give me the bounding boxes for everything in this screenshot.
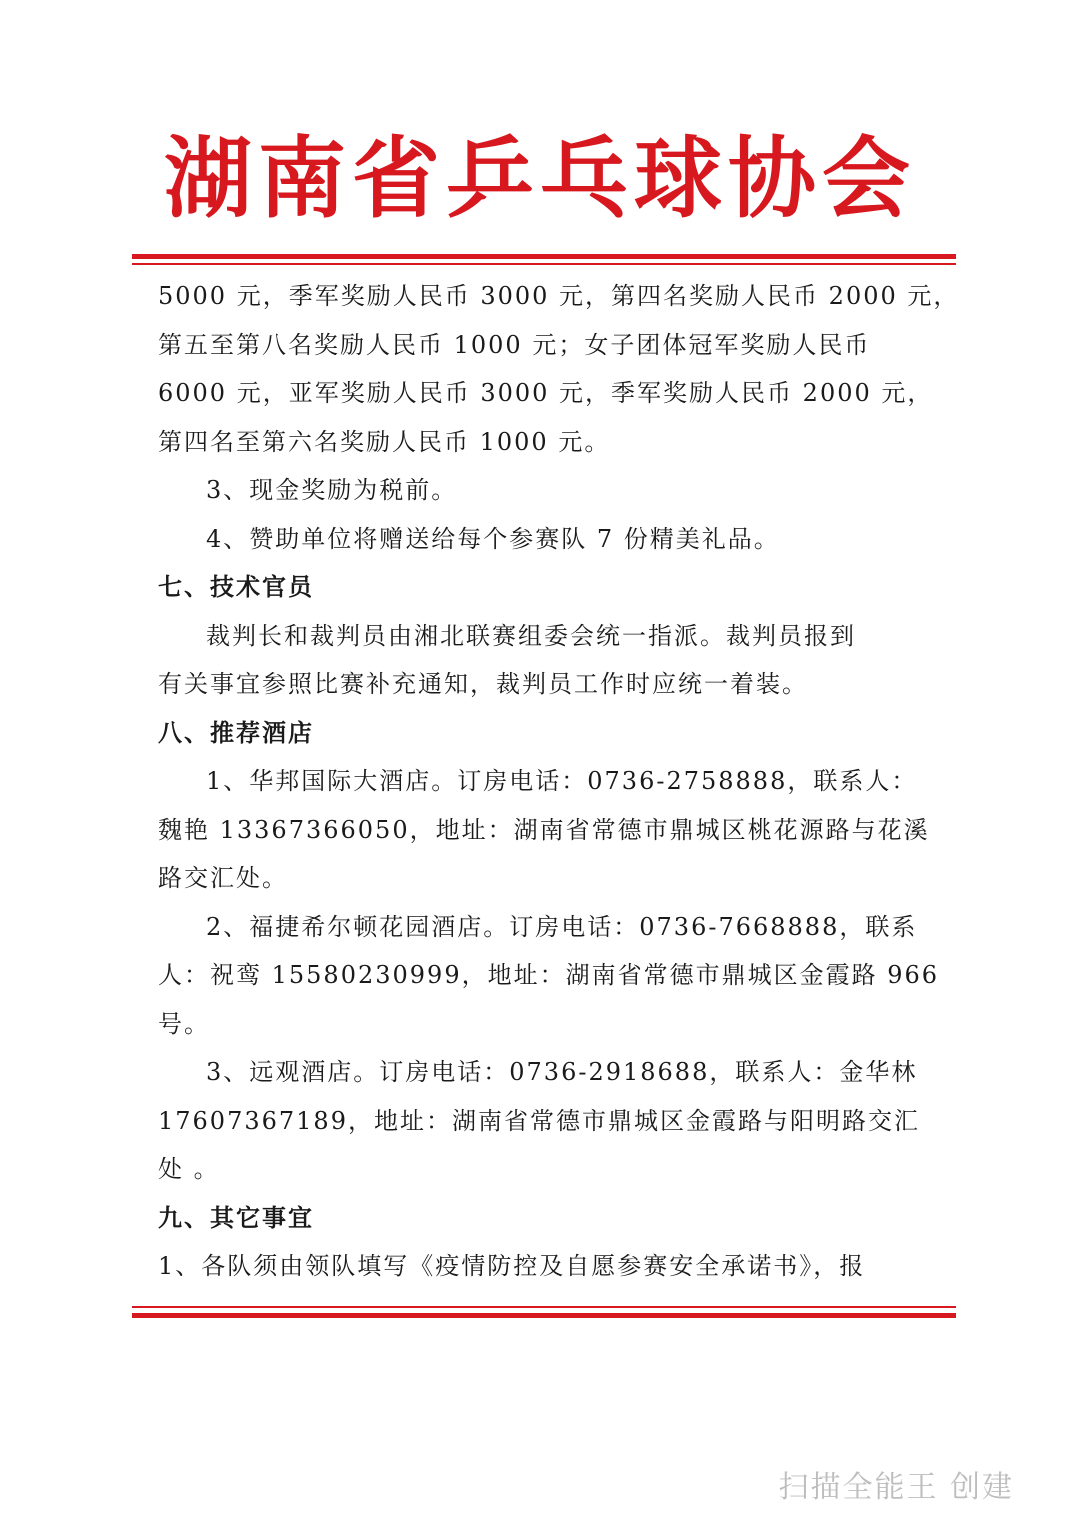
body-line: 人：祝鸾 15580230999，地址：湖南省常德市鼎城区金霞路 966	[158, 961, 940, 989]
letterhead-title: 湖南省乒乓球协会	[163, 126, 916, 230]
scanner-watermark: 扫描全能王 创建	[778, 1470, 1014, 1505]
body-line: 3、远观酒店。订房电话：0736-2918688，联系人：金华林	[206, 1058, 918, 1086]
body-line: 1、华邦国际大酒店。订房电话：0736-2758888，联系人：	[206, 767, 918, 795]
body-line: 魏艳 13367366050，地址：湖南省常德市鼎城区桃花源路与花溪	[158, 815, 930, 844]
footer-rule-thin	[132, 1306, 956, 1308]
body-line: 3、现金奖励为税前。	[206, 476, 458, 504]
body-line: 1、各队须由领队填写《疫情防控及自愿参赛安全承诺书》，报	[158, 1252, 866, 1280]
body-line: 第四名至第六名奖励人民币 1000 元。	[158, 427, 611, 456]
header-rule-thick	[132, 254, 956, 259]
body-line: 6000 元，亚军奖励人民币 3000 元，季军奖励人民币 2000 元，	[158, 379, 934, 407]
body-line: 17607367189，地址：湖南省常德市鼎城区金霞路与阳明路交汇	[158, 1106, 920, 1135]
body-line: 有关事宜参照比赛补充通知，裁判员工作时应统一着装。	[158, 670, 808, 698]
footer-rule-thick	[132, 1313, 956, 1318]
body-line: 4、赞助单位将赠送给每个参赛队 7 份精美礼品。	[206, 524, 780, 553]
body-line: 2、福捷希尔顿花园酒店。订房电话：0736-7668888，联系	[206, 912, 918, 941]
body-line: 5000 元，季军奖励人民币 3000 元，第四名奖励人民币 2000 元，	[158, 282, 960, 310]
document-body	[158, 272, 960, 1291]
body-line: 号。	[158, 1009, 210, 1038]
section-heading: 七、技术官员	[158, 572, 314, 601]
section-heading: 八、推荐酒店	[158, 717, 314, 747]
header-rule-thin	[132, 263, 956, 265]
body-line: 裁判长和裁判员由湘北联赛组委会统一指派。裁判员报到	[206, 621, 856, 650]
body-line: 路交汇处。	[158, 864, 288, 892]
section-heading: 九、其它事宜	[158, 1202, 314, 1232]
body-line: 处 。	[158, 1155, 220, 1183]
body-line: 第五至第八名奖励人民币 1000 元；女子团体冠军奖励人民币	[158, 330, 871, 359]
